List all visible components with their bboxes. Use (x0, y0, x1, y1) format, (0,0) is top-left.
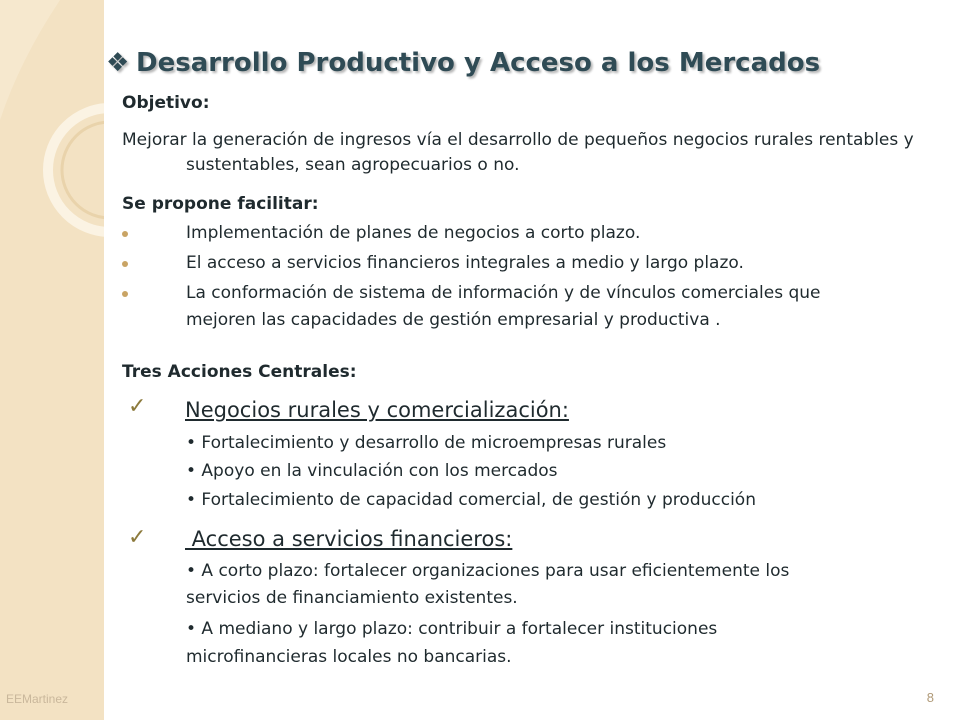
action-heading-finance: Acceso a servicios financieros: (185, 527, 513, 551)
diamond-bullet-icon: ❖ (106, 48, 130, 78)
action-heading-business: Negocios rurales y comercialización: (185, 398, 569, 422)
action-line: • Fortalecimiento de capacidad comercial, de gestión y producción (186, 490, 756, 510)
action-line: • A corto plazo: fortalecer organizaciones para usar eficientemente los (186, 561, 790, 581)
bullet-dot-icon (122, 231, 128, 237)
slide-title (106, 48, 820, 78)
action-line: • A mediano y largo plazo: contribuir a fortalecer instituciones (186, 619, 718, 639)
list-item-text: El acceso a servicios financieros integrales a medio y largo plazo. (186, 253, 744, 273)
action-line: • Apoyo en la vinculación con los mercados (186, 461, 558, 481)
list-item-text: Implementación de planes de negocios a corto plazo. (186, 223, 641, 243)
sidebar-divider (104, 0, 107, 720)
page-number: 8 (926, 690, 934, 705)
checkmark-icon: ✓ (128, 525, 147, 550)
objective-text: Mejorar la generación de ingresos vía el desarrollo de pequeños negocios rurales rentables y sustentables, sean agropecuarios o no. (122, 130, 914, 175)
actions-label: Tres Acciones Centrales: (122, 362, 357, 382)
list-item-text: La conformación de sistema de información y de vínculos comerciales que (186, 283, 821, 303)
list-item-text: mejoren las capacidades de gestión empresarial y productiva . (186, 310, 721, 330)
propose-label: Se propone facilitar: (122, 194, 319, 214)
objective-label: Objetivo: (122, 93, 210, 113)
action-line: • Fortalecimiento y desarrollo de microempresas rurales (186, 433, 667, 453)
checkmark-icon: ✓ (128, 394, 147, 419)
action-line: microfinancieras locales no bancarias. (186, 647, 512, 667)
bullet-dot-icon (122, 261, 128, 267)
sidebar-swirl-decoration (0, 0, 105, 720)
decorative-sidebar (0, 0, 105, 720)
footer-author: EEMartinez (6, 692, 69, 706)
bullet-dot-icon (122, 291, 128, 297)
action-line: servicios de financiamiento existentes. (186, 588, 518, 608)
slide-title-text: Desarrollo Productivo y Acceso a los Mercados (136, 48, 821, 78)
